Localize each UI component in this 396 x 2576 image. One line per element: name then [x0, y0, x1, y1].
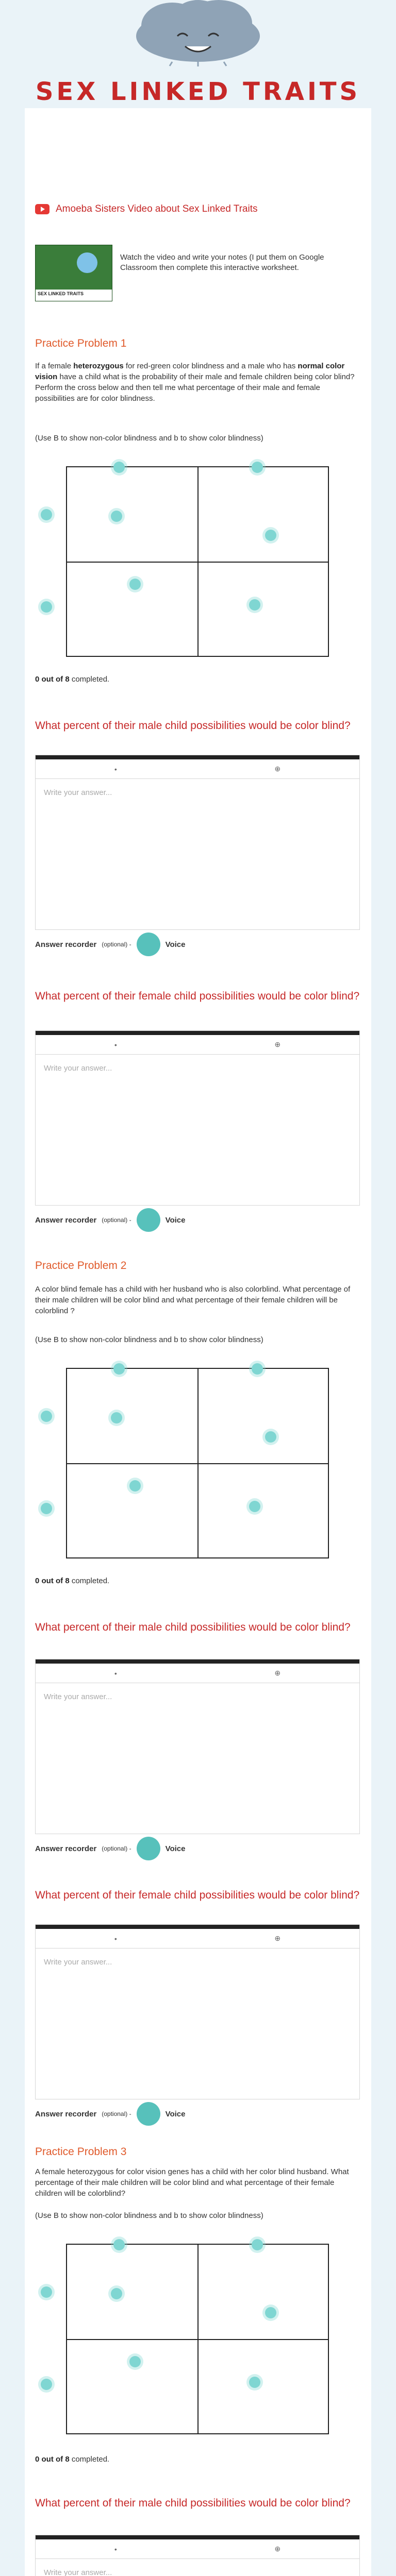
drop-target[interactable] — [249, 599, 260, 611]
editor-toolbar — [36, 1929, 359, 1948]
video-header — [35, 204, 360, 215]
editor-toolbar — [36, 1035, 359, 1055]
drop-target[interactable] — [41, 1503, 52, 1514]
drop-target[interactable] — [41, 601, 52, 613]
add-icon[interactable]: ⊕ — [274, 1040, 281, 1048]
thumbnail-caption: SEX LINKED TRAITS — [36, 290, 112, 301]
drop-target[interactable] — [265, 2307, 276, 2318]
drop-target[interactable] — [41, 2286, 52, 2298]
drop-target[interactable] — [111, 2288, 122, 2299]
header — [0, 0, 396, 108]
answer-editor-5[interactable] — [35, 2535, 360, 2576]
question-5-title: What percent of their male child possibilities would be color blind? — [35, 2497, 351, 2509]
microphone-button[interactable] — [137, 2102, 160, 2126]
answer-recorder-4: Answer recorder (optional) - Voice — [35, 2102, 360, 2126]
editor-toolbar — [36, 1664, 359, 1683]
microphone-button[interactable] — [137, 933, 160, 956]
page-title: SEX LINKED TRAITS — [35, 77, 361, 106]
problem-1-progress: 0 out of 8 completed. — [35, 675, 110, 684]
problem-2-progress: 0 out of 8 completed. — [35, 1577, 110, 1585]
thumbnail-sun-icon — [77, 252, 97, 273]
video-thumbnail[interactable] — [35, 245, 112, 301]
drop-target[interactable] — [265, 530, 276, 541]
answer-input[interactable]: Write your answer... — [44, 1692, 112, 1701]
video-instructions: Watch the video and write your notes (I put them on Google Classroom then complete this interactive worksheet. — [120, 253, 324, 273]
drop-target[interactable] — [249, 2377, 260, 2388]
question-3-title: What percent of their male child possibilities would be color blind? — [35, 1621, 351, 1633]
drop-target[interactable] — [252, 462, 263, 473]
drop-target[interactable] — [41, 509, 52, 520]
answer-recorder-3: Answer recorder (optional) - Voice — [35, 1837, 360, 1860]
problem-2-hint: (Use B to show non-color blindness and b to show color blindness) — [35, 1335, 263, 1344]
answer-editor-1[interactable] — [35, 755, 360, 930]
drop-target[interactable] — [249, 1501, 260, 1512]
video-title: Amoeba Sisters Video about Sex Linked Traits — [56, 204, 258, 214]
drop-target[interactable] — [265, 1431, 276, 1443]
microphone-button[interactable] — [137, 1837, 160, 1860]
cloud-mascot-icon — [121, 0, 275, 67]
drop-target[interactable] — [113, 2239, 125, 2250]
answer-editor-4[interactable] — [35, 1924, 360, 2099]
drop-target[interactable] — [129, 2356, 141, 2367]
add-icon[interactable]: ⊕ — [274, 765, 281, 773]
drop-target[interactable] — [113, 462, 125, 473]
drop-target[interactable] — [129, 1480, 141, 1492]
problem-3-hint: (Use B to show non-color blindness and b to show color blindness) — [35, 2211, 263, 2220]
bullet-icon[interactable]: • — [114, 1669, 117, 1677]
problem-1-title: Practice Problem 1 — [35, 337, 127, 349]
problem-2-title: Practice Problem 2 — [35, 1260, 127, 1272]
bullet-icon[interactable]: • — [114, 765, 117, 773]
worksheet-card — [25, 108, 371, 2576]
question-2-title: What percent of their female child possibilities would be color blind? — [35, 990, 360, 1002]
problem-2-text: A color blind female has a child with her husband who is also colorblind. What percentage of their male children will be color blind and what percentage of their female children will be colorblind ? — [35, 1285, 351, 1315]
editor-toolbar — [36, 2539, 359, 2559]
drop-target[interactable] — [111, 1412, 122, 1423]
answer-input[interactable]: Write your answer... — [44, 1958, 112, 1967]
answer-input[interactable]: Write your answer... — [44, 1064, 112, 1073]
punnett-square-1 — [66, 466, 329, 657]
drop-target[interactable] — [113, 1363, 125, 1375]
add-icon[interactable]: ⊕ — [274, 1669, 281, 1677]
add-icon[interactable]: ⊕ — [274, 2545, 281, 2553]
youtube-icon — [35, 204, 50, 214]
add-icon[interactable]: ⊕ — [274, 1934, 281, 1942]
drop-target[interactable] — [252, 2239, 263, 2250]
drop-target[interactable] — [41, 2379, 52, 2390]
editor-toolbar — [36, 759, 359, 779]
bullet-icon[interactable]: • — [114, 1040, 117, 1049]
answer-editor-2[interactable] — [35, 1030, 360, 1206]
answer-recorder-1: Answer recorder (optional) - Voice — [35, 933, 360, 956]
question-1-title: What percent of their male child possibilities would be color blind? — [35, 720, 351, 732]
problem-1-text: If a female heterozygous for red-green color blindness and a male who has normal color vision have a child what is the probability of their male and female children being color blind? Perform the cross below and then tell me what percentage of their male and female possibilities are for color blindness. — [35, 362, 355, 403]
answer-input[interactable]: Write your answer... — [44, 2568, 112, 2576]
problem-3-progress: 0 out of 8 completed. — [35, 2455, 110, 2464]
problem-3-text: A female heterozygous for color vision genes has a child with her color blind husband. What percentage of their male children will be color blind and what percentage of their female children will be colorblind? — [35, 2167, 349, 2198]
drop-target[interactable] — [41, 1411, 52, 1422]
punnett-square-3 — [66, 2244, 329, 2434]
bullet-icon[interactable]: • — [114, 2545, 117, 2553]
drop-target[interactable] — [111, 511, 122, 522]
problem-3-title: Practice Problem 3 — [35, 2146, 127, 2158]
problem-1-hint: (Use B to show non-color blindness and b to show color blindness) — [35, 434, 263, 443]
answer-recorder-2: Answer recorder (optional) - Voice — [35, 1208, 360, 1232]
punnett-square-2 — [66, 1368, 329, 1558]
drop-target[interactable] — [129, 579, 141, 590]
answer-input[interactable]: Write your answer... — [44, 788, 112, 797]
question-4-title: What percent of their female child possibilities would be color blind? — [35, 1889, 360, 1901]
bullet-icon[interactable]: • — [114, 1934, 117, 1943]
microphone-button[interactable] — [137, 1208, 160, 1232]
answer-editor-3[interactable] — [35, 1659, 360, 1834]
drop-target[interactable] — [252, 1363, 263, 1375]
